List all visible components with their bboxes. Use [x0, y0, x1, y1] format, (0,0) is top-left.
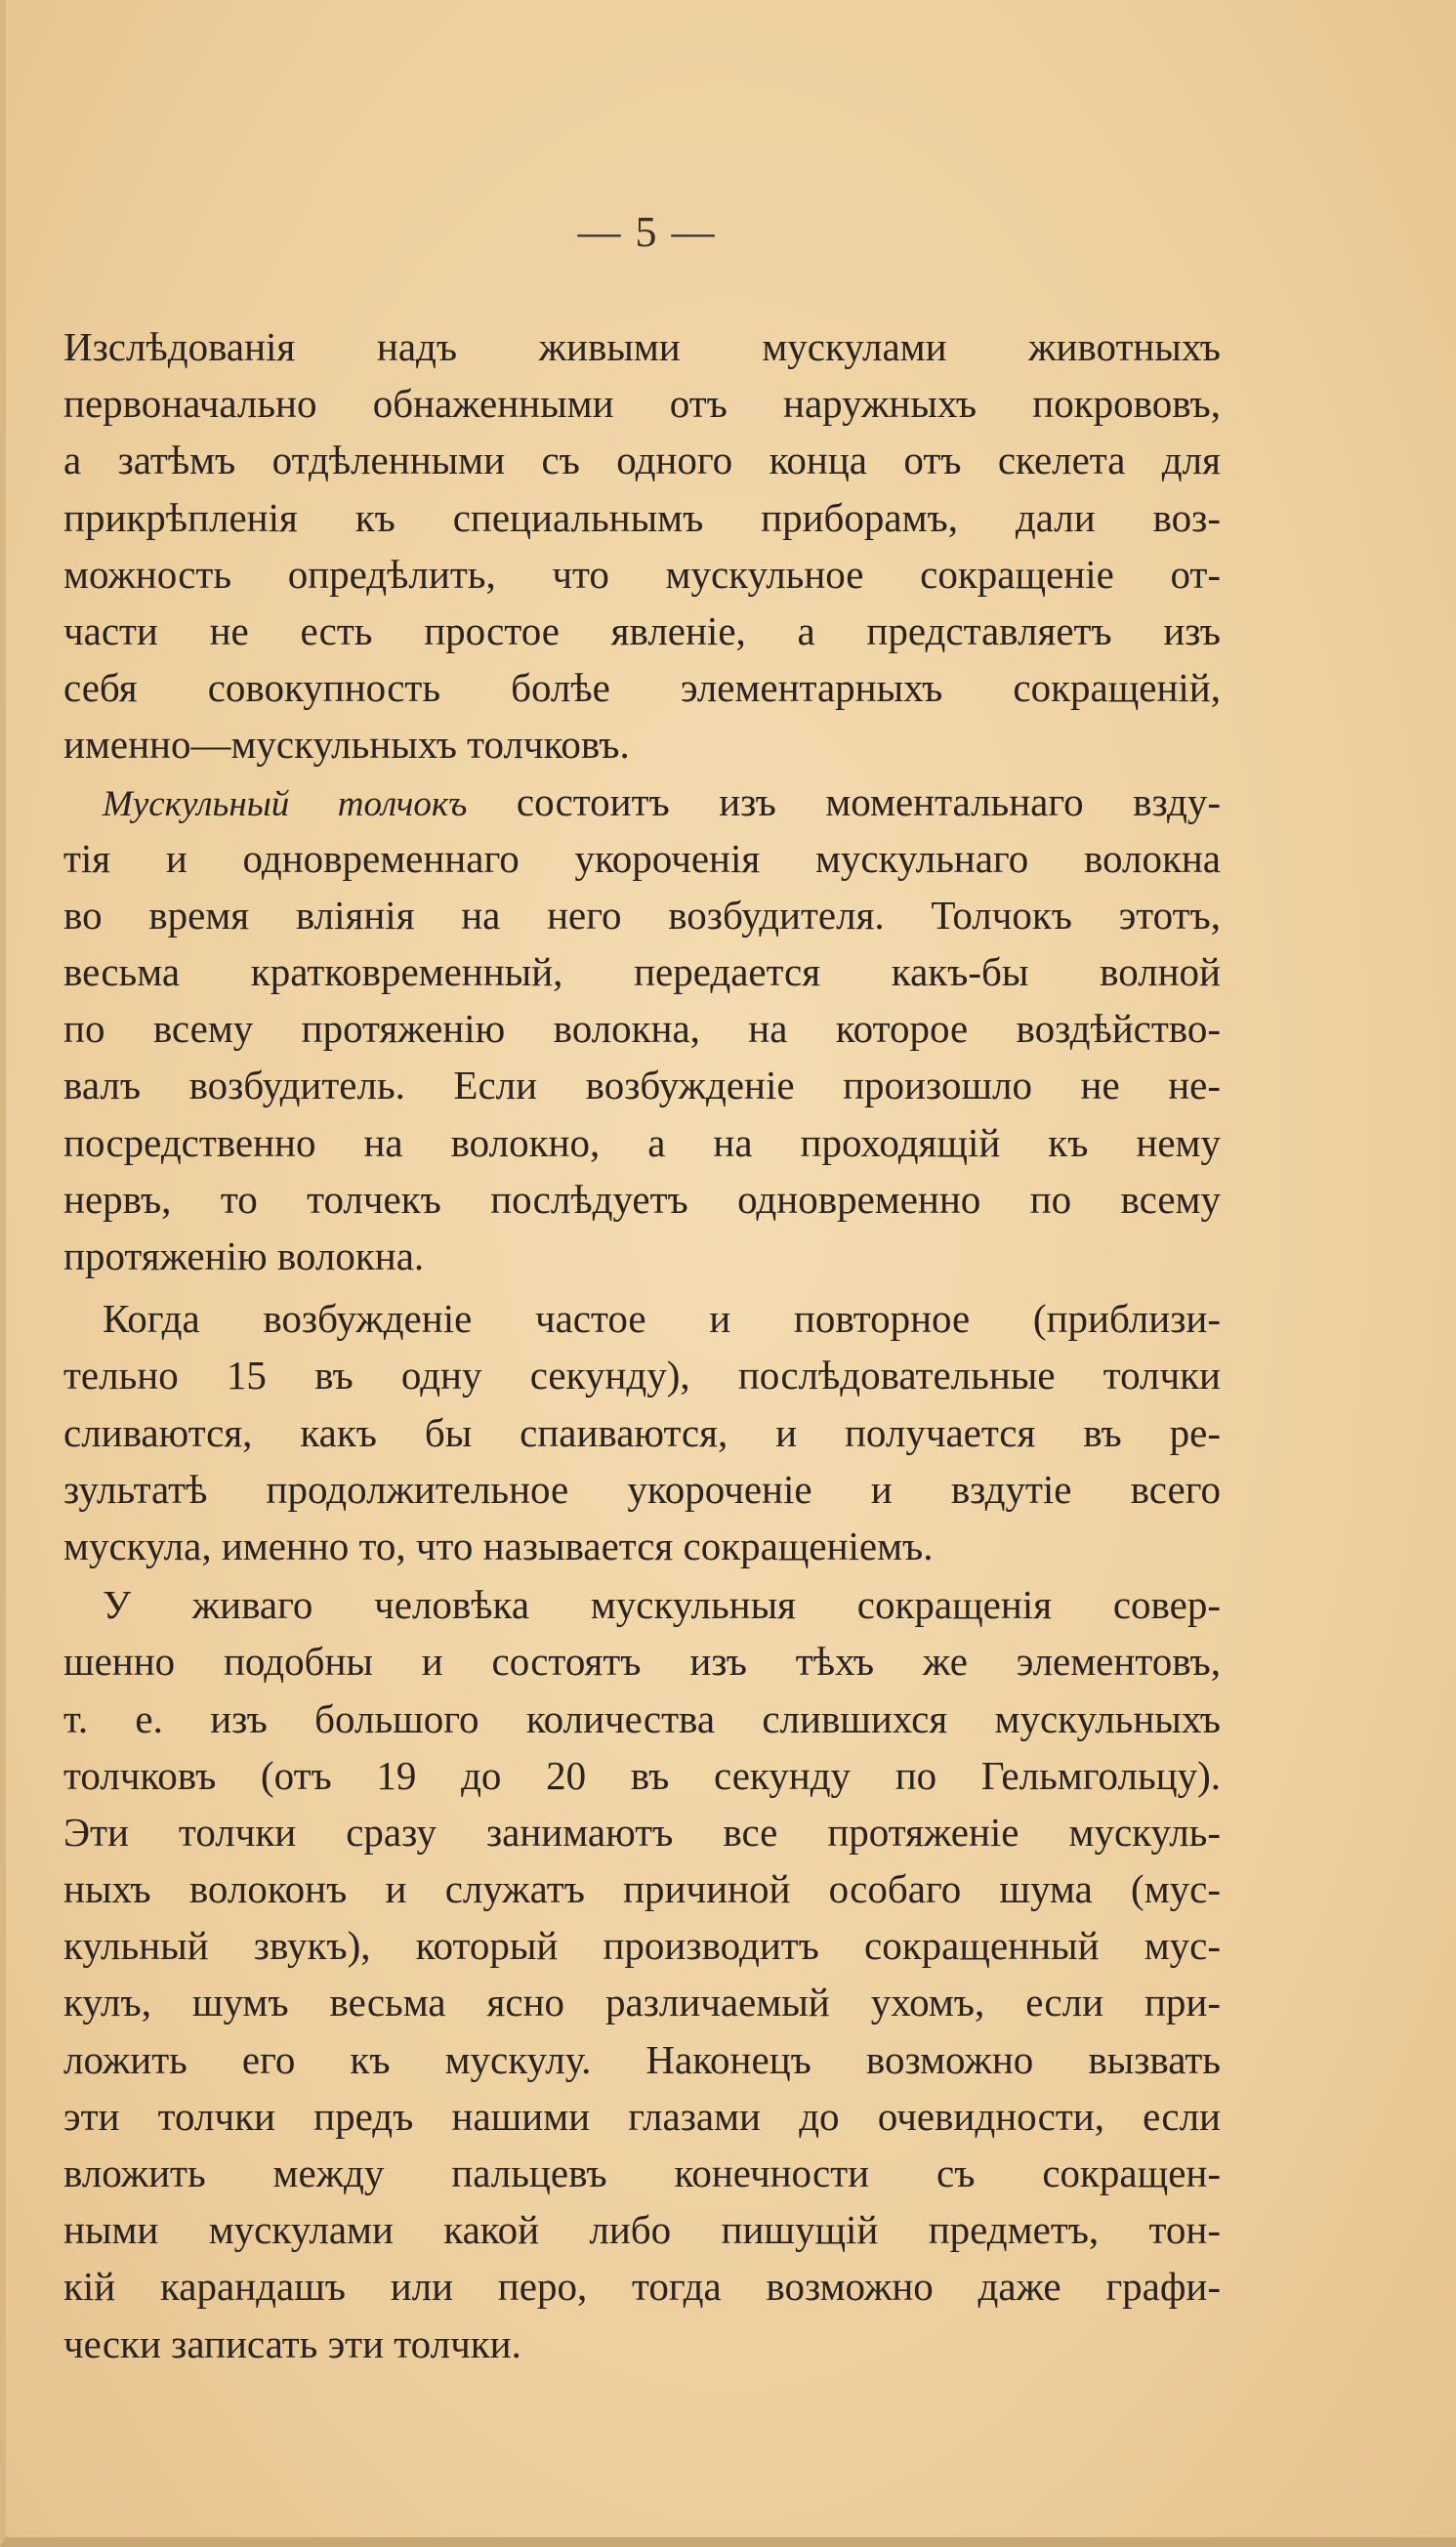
text-line: протяженію волокна.	[63, 1233, 425, 1278]
paragraph	[63, 1290, 1221, 1574]
text-line: ными мускулами какой либо пишущій предметъ, тон-	[63, 2207, 1221, 2253]
text-line: шенно подобны и состоятъ изъ тѣхъ же элементовъ,	[63, 1639, 1221, 1685]
text-line: посредственно на волокно, а на проходящій къ нему	[63, 1119, 1221, 1165]
text-line: можность опредѣлить, что мускульное сокращеніе от-	[63, 551, 1221, 597]
text-line: части не есть простое явленіе, а представляетъ изъ	[63, 607, 1221, 653]
text-line: эти толчки предъ нашими глазами до очевидности, если	[63, 2093, 1221, 2139]
text-line: тія и одновременнаго укороченія мускульнаго волокна	[63, 835, 1221, 881]
text-line: чески записать эти толчки.	[63, 2320, 521, 2366]
text-line: Когда возбужденіе частое и повторное (приблизи-	[103, 1296, 1221, 1342]
text-line: Изслѣдованія надъ живыми мускулами животныхъ	[63, 324, 1221, 369]
text-line: сливаются, какъ бы спаиваются, и получается въ ре-	[63, 1409, 1221, 1455]
text-line: весьма кратковременный, передается какъ-бы волной	[63, 949, 1221, 995]
text-line: нервъ, то толчекъ послѣдуетъ одновременно по всему	[63, 1176, 1221, 1222]
text-line: а затѣмъ отдѣленными съ одного конца отъ скелета для	[63, 438, 1221, 483]
text-line: кульный звукъ), который производитъ сокращенный мус-	[63, 1923, 1221, 1969]
text-line: во время вліянія на него возбудителя. Толчокъ этотъ,	[63, 892, 1221, 938]
text-line: ныхъ волоконъ и служатъ причиной особаго шума (мус-	[63, 1866, 1221, 1912]
paragraph	[63, 1576, 1221, 2372]
paragraph	[63, 318, 1221, 773]
text-line: Эти толчки сразу занимаютъ все протяженіе мускуль-	[63, 1809, 1221, 1855]
text-line: прикрѣпленія къ специальнымъ приборамъ, дали воз-	[63, 494, 1221, 540]
text-line: ложить его къ мускулу. Наконецъ возможно вызвать	[63, 2036, 1221, 2082]
body-text	[63, 318, 1221, 2372]
text-line-with-lead	[63, 773, 1221, 830]
text-line: себя совокупность болѣе элементарныхъ сокращеній,	[63, 665, 1221, 711]
paragraph	[63, 773, 1221, 1285]
text-line: т. е. изъ большого количества слившихся мускульныхъ	[63, 1695, 1221, 1741]
text-line: толчковъ (отъ 19 до 20 въ секунду по Гельмгольцу).	[63, 1752, 1221, 1798]
text-line: тельно 15 въ одну секунду), послѣдовательные толчки	[63, 1353, 1221, 1399]
page-number: — 5 —	[577, 208, 717, 256]
italic-term: Мускульный толчокъ	[103, 783, 468, 824]
text-run: состоитъ изъ моментальнаго взду-	[467, 778, 1221, 824]
text-line: именно—мускульныхъ толчковъ.	[63, 722, 630, 768]
text-line: кій карандашъ или перо, тогда возможно даже графи-	[63, 2264, 1221, 2310]
text-line: У живаго человѣка мускульныя сокращенія совер-	[103, 1582, 1221, 1628]
text-line: по всему протяженію волокна, на которое воздѣйство-	[63, 1006, 1221, 1052]
text-line: валъ возбудитель. Если возбужденіе произошло не не-	[63, 1063, 1221, 1108]
text-line: первоначально обнаженными отъ наружныхъ покрововъ,	[63, 381, 1221, 427]
text-line: зультатѣ продолжительное укороченіе и вздутіе всего	[63, 1466, 1221, 1512]
text-line: кулъ, шумъ весьма ясно различаемый ухомъ, если при-	[63, 1980, 1221, 2025]
text-line: вложить между пальцевъ конечности съ сокращен-	[63, 2150, 1221, 2195]
text-line: мускула, именно то, что называется сокращеніемъ.	[63, 1523, 934, 1568]
